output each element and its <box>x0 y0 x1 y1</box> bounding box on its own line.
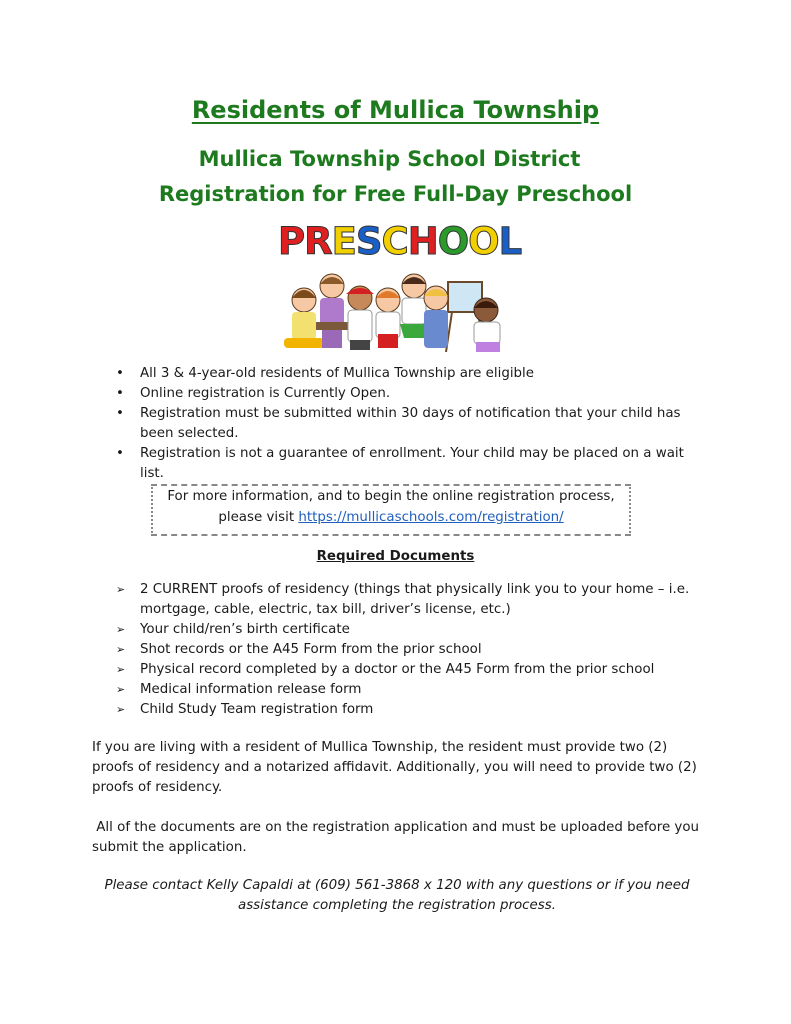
document-text: Child Study Team registration form <box>140 702 374 717</box>
registration-heading: Registration for Free Full-Day Preschool <box>158 182 633 206</box>
arrow-bullet-icon: ➢ <box>116 663 126 676</box>
bullet-text: Registration must be submitted within 30 days of notification that your child has been selected. <box>140 406 681 441</box>
logo-letter: P <box>278 220 305 263</box>
logo-letter: O <box>468 220 499 263</box>
arrow-bullet-icon: ➢ <box>116 583 126 596</box>
bullet-icon: • <box>116 366 124 381</box>
children-illustration <box>276 268 508 356</box>
logo-letter: R <box>304 220 332 263</box>
info-prefix: please visit <box>218 510 299 525</box>
upload-paragraph: All of the documents are on the registration application and must be uploaded before you submit the application. <box>92 820 704 855</box>
document-text: Shot records or the A45 Form from the prior school <box>140 642 482 657</box>
resident-paragraph: If you are living with a resident of Mullica Township, the resident must provide two (2) proofs of residency and a notarized affidavit. Additionally, you will need to provide two (2) proofs of residency. <box>92 740 697 795</box>
bullet-icon: • <box>116 406 124 421</box>
bullet-icon: • <box>116 386 124 401</box>
preschool-logo <box>278 220 522 263</box>
bullet-icon: • <box>116 446 124 461</box>
logo-letter: S <box>355 220 382 263</box>
bullet-text: All 3 & 4-year-old residents of Mullica Township are eligible <box>140 366 535 381</box>
logo-letter: C <box>381 220 408 263</box>
info-line-1: For more information, and to begin the online registration process, <box>167 489 615 504</box>
arrow-bullet-icon: ➢ <box>116 703 126 716</box>
logo-letter: O <box>437 220 469 263</box>
document-text: 2 CURRENT proofs of residency (things that physically link you to your home – i.e. mortgage, cable, electric, tax bill, driver’s license, etc.) <box>140 582 690 617</box>
document-text: Medical information release form <box>140 682 362 697</box>
info-line-2 <box>153 507 629 528</box>
info-box <box>151 484 631 536</box>
page-title: Residents of Mullica Township <box>191 96 600 124</box>
required-documents-heading: Required Documents <box>316 549 475 564</box>
document-text: Your child/ren’s birth certificate <box>140 622 350 637</box>
contact-info: Please contact Kelly Capaldi at (609) 561-3868 x 120 with any questions or if you need assistance completing the registration process. <box>104 878 690 913</box>
bullet-text: Registration is not a guarantee of enrollment. Your child may be placed on a wait list. <box>140 446 684 481</box>
bullet-text: Online registration is Currently Open. <box>140 386 391 401</box>
logo-letter: E <box>331 220 356 263</box>
arrow-bullet-icon: ➢ <box>116 683 126 696</box>
logo-letter: H <box>407 220 438 263</box>
district-name: Mullica Township School District <box>198 147 581 171</box>
logo-letter: L <box>498 220 522 263</box>
document-text: Physical record completed by a doctor or the A45 Form from the prior school <box>140 662 655 677</box>
arrow-bullet-icon: ➢ <box>116 643 126 656</box>
arrow-bullet-icon: ➢ <box>116 623 126 636</box>
registration-link[interactable]: https://mullicaschools.com/registration/ <box>298 510 564 525</box>
